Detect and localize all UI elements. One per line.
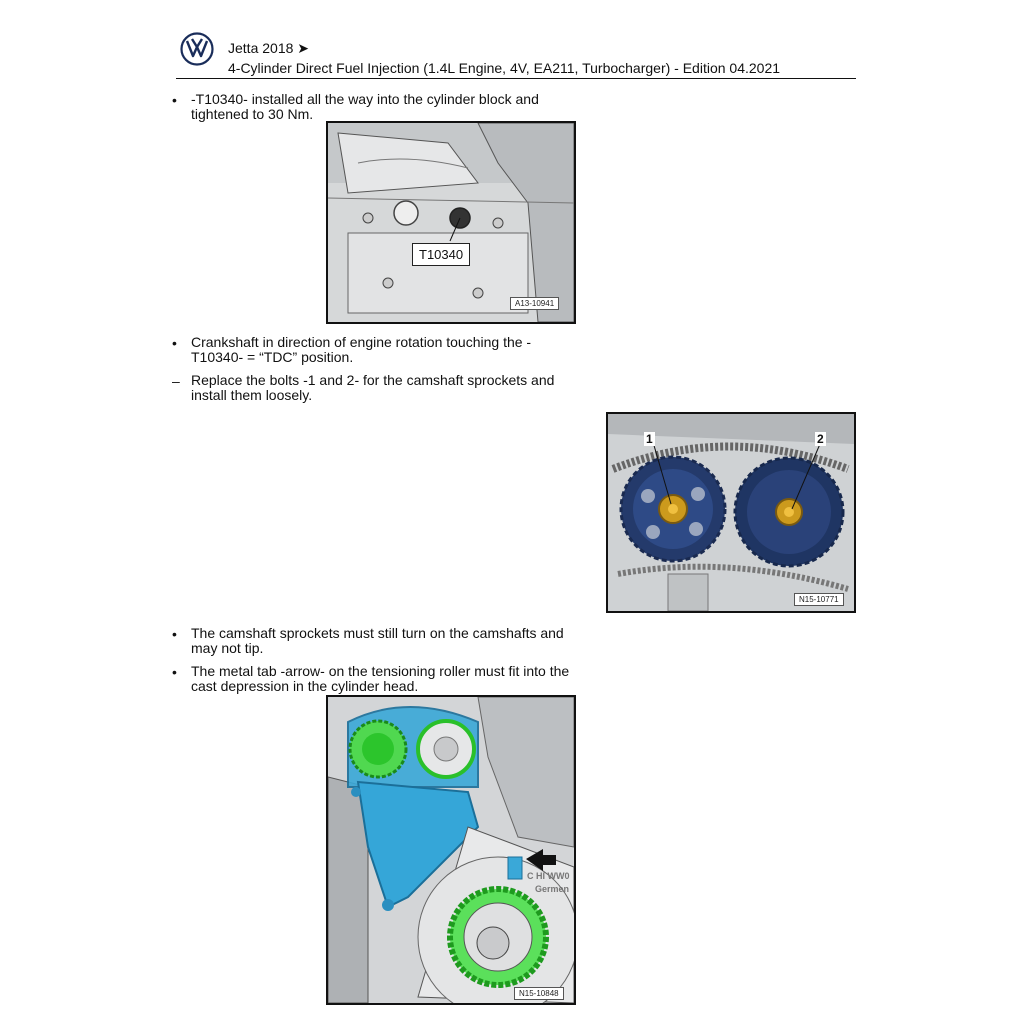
figure-id: N15-10771 [794,593,844,606]
engine-block-illustration [328,123,574,322]
figure-id: A13-10941 [510,297,559,310]
vw-logo-icon [180,32,214,66]
dash-marker: – [172,373,180,389]
instruction-text: The camshaft sprockets must still turn on the camshafts and may not tip. [191,625,564,656]
figure-tensioning-roller [326,695,576,1005]
bullet-marker: • [172,335,177,351]
instruction-text: Replace the bolts -1 and 2- for the camshaft sprockets and install them loosely. [191,372,555,403]
instruction-text: Crankshaft in direction of engine rotation touching the -T10340- = “TDC” position. [191,334,532,365]
bullet-marker: • [172,664,177,680]
figure-tool-installed [326,121,576,324]
bullet-marker: • [172,626,177,642]
figure-camshaft-sprockets [606,412,856,613]
header-divider [176,78,856,79]
instruction-text: The metal tab -arrow- on the tensioning roller must fit into the cast depression in the cylinder head. [191,663,570,694]
tensioning-roller-illustration [328,697,574,1003]
tool-callout: T10340 [412,243,470,266]
bullet-marker: • [172,92,177,108]
embossed-text: Germen [535,884,570,894]
figure-id: N15-10848 [514,987,564,1000]
embossed-text: C HI WW0 [527,871,570,881]
instruction-text: -T10340- installed all the way into the cylinder block and tightened to 30 Nm. [191,91,539,122]
document-title: Jetta 2018 ➤ [228,40,310,56]
document-subtitle: 4-Cylinder Direct Fuel Injection (1.4L Engine, 4V, EA211, Turbocharger) - Edition 04.2021 [228,60,781,76]
label-bolt-1: 1 [646,432,653,446]
label-bolt-2: 2 [817,432,824,446]
